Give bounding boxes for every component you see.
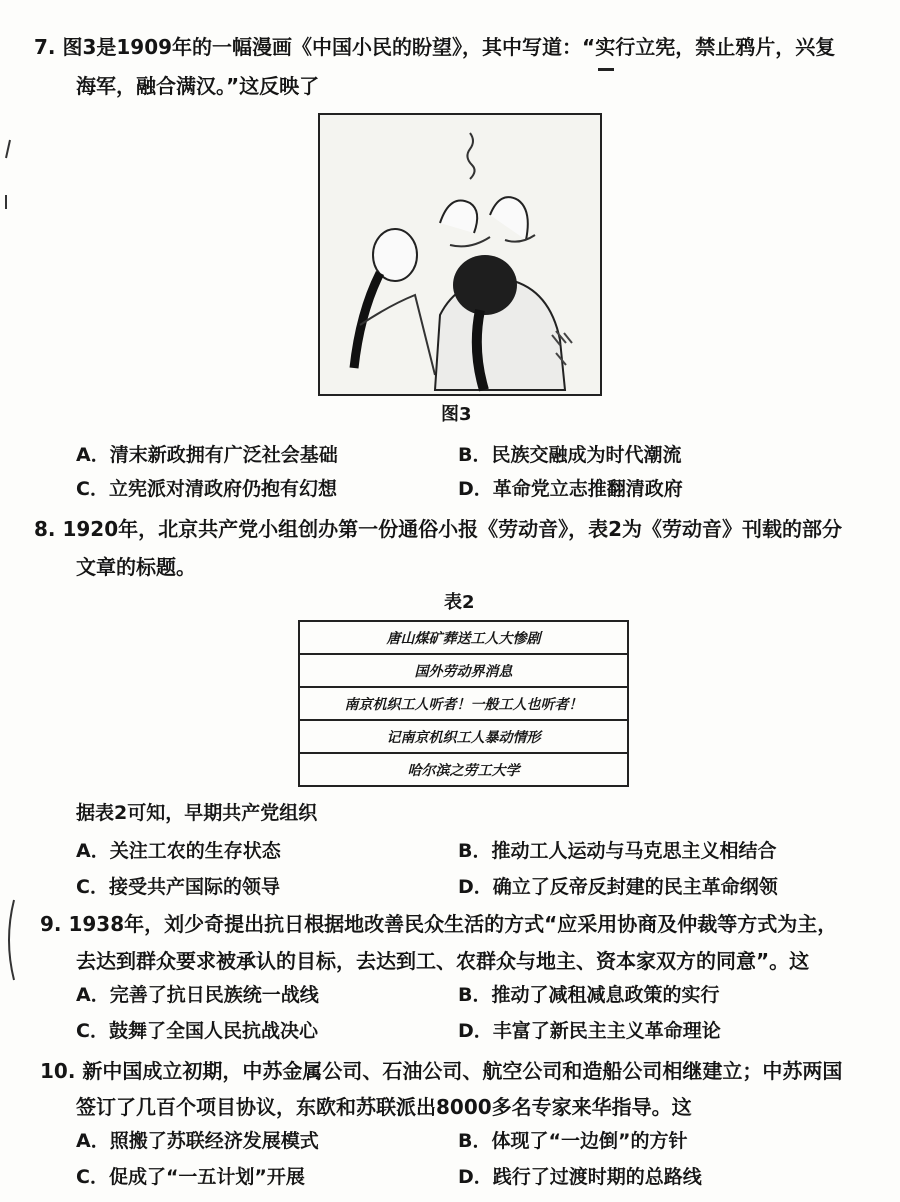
table-cell: 哈尔滨之劳工大学 bbox=[299, 753, 628, 786]
table-row bbox=[299, 753, 628, 786]
q8-option-b[interactable]: B．推动工人运动与马克思主义相结合 bbox=[458, 840, 777, 862]
table-row bbox=[299, 720, 628, 753]
table-cell: 唐山煤矿葬送工人大惨剧 bbox=[299, 621, 628, 654]
q7-option-a[interactable]: A．清末新政拥有广泛社会基础 bbox=[76, 444, 338, 466]
table-cell: 国外劳动界消息 bbox=[299, 654, 628, 687]
cartoon-illustration bbox=[320, 115, 600, 394]
q8-stem-question: 据表2可知，早期共产党组织 bbox=[76, 802, 318, 824]
table-row bbox=[299, 687, 628, 720]
q9-option-a[interactable]: A．完善了抗日民族统一战线 bbox=[76, 984, 319, 1006]
q8-stem-line2: 文章的标题。 bbox=[76, 555, 196, 579]
q7-option-d[interactable]: D．革命党立志推翻清政府 bbox=[458, 478, 683, 500]
q9-stem-line1: 9. 1938年，刘少奇提出抗日根据地改善民众生活的方式“应采用协商及仲裁等方式为主， bbox=[40, 912, 838, 936]
q9-option-b[interactable]: B．推动了减租减息政策的实行 bbox=[458, 984, 720, 1006]
q10-option-d[interactable]: D．践行了过渡时期的总路线 bbox=[458, 1166, 702, 1188]
q10-option-b[interactable]: B．体现了“一边倒”的方针 bbox=[458, 1130, 688, 1152]
q7-option-b[interactable]: B．民族交融成为时代潮流 bbox=[458, 444, 682, 466]
stray-mark bbox=[598, 68, 614, 71]
table-2 bbox=[298, 620, 629, 787]
q7-stem-line1: 7. 图3是1909年的一幅漫画《中国小民的盼望》，其中写道：“实行立宪，禁止鸦片，兴复 bbox=[34, 35, 836, 59]
table-row bbox=[299, 654, 628, 687]
q7-stem-line2: 海军，融合满汉。”这反映了 bbox=[76, 74, 320, 98]
q8-option-a[interactable]: A．关注工农的生存状态 bbox=[76, 840, 281, 862]
figure-3-cartoon bbox=[318, 113, 602, 396]
q10-stem-line2: 签订了几百个项目协议，东欧和苏联派出8000多名专家来华指导。这 bbox=[76, 1095, 692, 1119]
table-cell: 南京机织工人听者！一般工人也听者！ bbox=[299, 687, 628, 720]
figure-3-caption: 图3 bbox=[441, 404, 472, 425]
q10-stem-line1: 10. 新中国成立初期，中苏金属公司、石油公司、航空公司和造船公司相继建立；中苏两国 bbox=[40, 1059, 843, 1083]
q10-option-a[interactable]: A．照搬了苏联经济发展模式 bbox=[76, 1130, 319, 1152]
q10-option-c[interactable]: C．促成了“一五计划”开展 bbox=[76, 1166, 305, 1188]
table-2-caption: 表2 bbox=[444, 592, 475, 613]
q8-stem-line1: 8. 1920年，北京共产党小组创办第一份通俗小报《劳动音》，表2为《劳动音》刊载的部分 bbox=[34, 517, 843, 541]
margin-scan-marks bbox=[0, 0, 20, 1202]
q9-stem-line2: 去达到群众要求被承认的目标，去达到工、农群众与地主、资本家双方的同意”。这 bbox=[76, 949, 810, 973]
table-cell: 记南京机织工人暴动情形 bbox=[299, 720, 628, 753]
q7-option-c[interactable]: C．立宪派对清政府仍抱有幻想 bbox=[76, 478, 337, 500]
q8-option-c[interactable]: C．接受共产国际的领导 bbox=[76, 876, 280, 898]
q9-option-c[interactable]: C．鼓舞了全国人民抗战决心 bbox=[76, 1020, 318, 1042]
q8-option-d[interactable]: D．确立了反帝反封建的民主革命纲领 bbox=[458, 876, 778, 898]
table-row bbox=[299, 621, 628, 654]
q9-option-d[interactable]: D．丰富了新民主主义革命理论 bbox=[458, 1020, 721, 1042]
